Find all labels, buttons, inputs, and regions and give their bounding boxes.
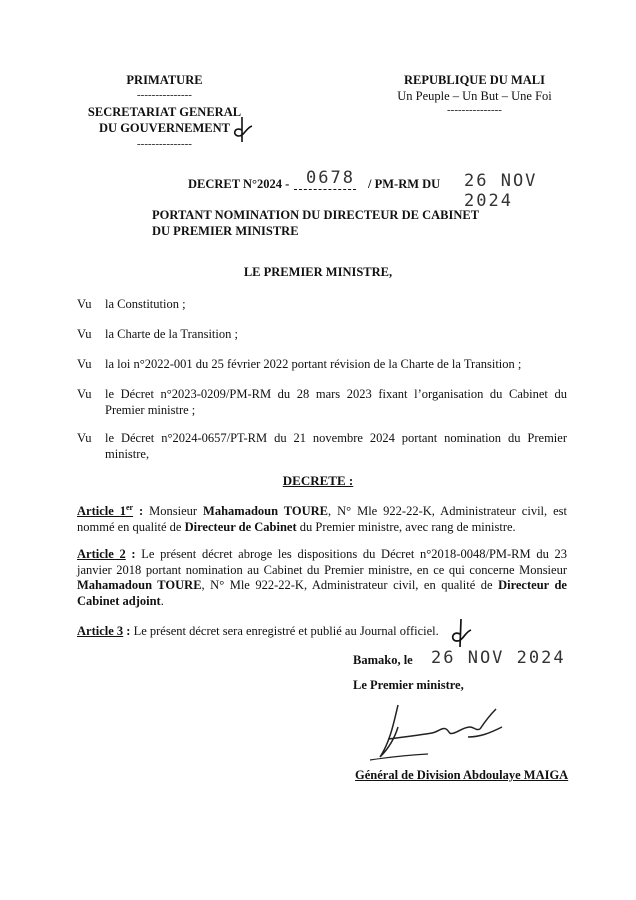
vu-text: la Charte de la Transition ;	[105, 327, 238, 341]
vu-label: Vu	[77, 327, 92, 341]
header-republique: REPUBLIQUE DU MALI	[404, 73, 545, 87]
initial-mark-icon	[447, 616, 475, 650]
vu-label: Vu	[77, 431, 92, 445]
closing-place: Bamako, le	[353, 653, 413, 667]
closing-date-stamp: 26 NOV 2024	[431, 648, 566, 668]
signer-name: Général de Division Abdoulaye MAIGA	[355, 768, 569, 782]
closing-place-date	[353, 646, 613, 672]
appointee-name: Mahamadoun TOURE	[203, 504, 329, 519]
authority-heading: LE PREMIER MINISTRE,	[243, 265, 393, 279]
header-right	[372, 72, 577, 116]
vu-text: le Décret n°2024-0657/PT-RM du 21 novembre 2024 portant nomination du Premier ministre,	[105, 431, 567, 461]
decree-date-stamp: 26 NOV 2024	[464, 171, 538, 211]
decree-number-stamp: 0678	[306, 168, 355, 188]
appointee-role: Directeur de Cabinet	[184, 519, 297, 534]
header-primature: PRIMATURE	[126, 73, 203, 87]
article-2: Article 2 : Le présent décret abroge les dispositions du Décret n°2018-0048/PM-RM du 23 janvier 2018 portant nomination au Cabinet du Premier ministre, en ce qui concerne Monsieur Mahamadoun TOURE, N° Mle 922-22-K, Administrateur civil, en qualité de Directeur de Cabinet adjoint.	[77, 547, 568, 608]
signature-icon	[350, 697, 520, 767]
appointee-name: Mahamadoun TOURE	[77, 578, 202, 592]
decrete-heading: DECRETE :	[282, 473, 354, 488]
header-right-divider: ---------------	[447, 104, 502, 116]
vu-label: Vu	[77, 297, 92, 311]
decree-number-underline	[294, 189, 356, 190]
vu-text: la Constitution ;	[105, 297, 186, 311]
header-gouvernement: DU GOUVERNEMENT	[99, 121, 230, 135]
article-2-label: Article 2	[77, 547, 126, 561]
decree-title-line1: PORTANT NOMINATION DU DIRECTEUR DE CABINET	[152, 208, 480, 222]
decree-title	[152, 207, 532, 239]
header-left-divider-2: ---------------	[137, 138, 192, 150]
header-left-divider: ---------------	[137, 89, 192, 101]
signer-title: Le Premier ministre,	[353, 678, 464, 692]
decree-prefix: DECRET N°2024 -	[188, 177, 290, 191]
decree-title-line2: DU PREMIER MINISTRE	[152, 224, 299, 238]
vu-text: le Décret n°2023-0209/PM-RM du 28 mars 2023 fixant l’organisation du Cabinet du Premier ministre ;	[105, 387, 567, 417]
article-1: Article 1er : Monsieur Mahamadoun TOURE, N° Mle 922-22-K, Administrateur civil, est nommé en qualité de Directeur de Cabinet du Premier ministre, avec rang de ministre.	[77, 503, 567, 534]
article-3: Article 3 : Le présent décret sera enregistré et publié au Journal officiel.	[77, 624, 439, 638]
article-3-label: Article 3	[77, 624, 124, 638]
decree-number-line	[188, 168, 588, 211]
header-motto: Un Peuple – Un But – Une Foi	[397, 89, 552, 103]
vu-label: Vu	[77, 387, 92, 401]
initial-mark-icon	[230, 114, 256, 144]
decree-middle: / PM-RM DU	[368, 177, 441, 191]
vu-label: Vu	[77, 357, 92, 371]
header-secretariat: SECRETARIAT GENERAL	[87, 105, 242, 119]
vu-text: la loi n°2022-001 du 25 février 2022 portant révision de la Charte de la Transition ;	[105, 357, 522, 371]
former-role: Directeur de Cabinet adjoint	[77, 578, 567, 608]
article-1-label: Article 1er	[77, 503, 134, 519]
